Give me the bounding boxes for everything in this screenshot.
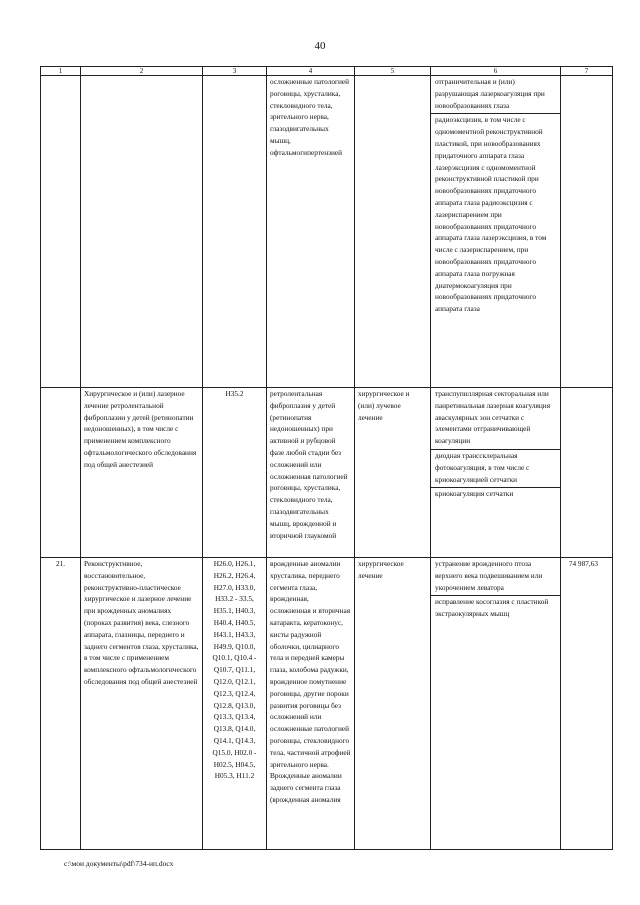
method-item: криокоагуляция сетчатки [431,487,560,502]
method-item: исправление косоглазия с пластикой экстраокулярных мышц [431,595,560,622]
method-item: транспупиллярная секторальная или панретинальная лазерная коагуляция аваскулярных зон сетчатки с элементами отграничивающей коагуляции [435,389,551,446]
row-number [41,388,81,558]
table-row [41,558,613,850]
table-row [41,76,613,388]
row-name: Хирургическое и (или) лазерное лечение ретролентальной фиброплазии у детей (ретинопатии недоношенных), в том числе с применением комплексного офтальмологического обследования под общей анестезией [81,388,203,558]
row-cost [561,76,613,388]
file-path-footer: c:\мои документы\pdf\734-нп.docx [64,859,174,868]
row-number: 21. [41,558,81,850]
header-cell-7: 7 [561,67,613,76]
table-row [41,388,613,558]
row-treatment [355,76,431,388]
row-codes: H35.2 [203,388,267,558]
page-number: 40 [314,40,326,52]
header-cell-6: 6 [431,67,561,76]
row-treatment: хирургическое и (или) лучевое лечение [355,388,431,558]
row-methods [431,558,561,850]
row-cost: 74 987,63 [561,558,613,850]
row-methods [431,388,561,558]
row-codes: H26.0, H26.1, H26.2, H26.4, H27.0, H33.0, H33.2 - 33.5, H35.1, H40.3, H40.4, H40.5, H43.1, H43.3, H49.9, Q10.0, Q10.1, Q10.4 - Q10.7, Q11.1, Q12.0, Q12.1, Q12.3, Q12.4, Q12.8, Q13.0, Q13.3, Q13.4, Q13.8, Q14.0, Q14.1, Q14.3, Q15.0, H02.0 - H02.5, H04.5, H05.3, H11.2 [203,558,267,850]
row-codes [203,76,267,388]
row-number [41,76,81,388]
method-item: отграничительная и (или) разрушающая лазеркоагуляция при новообразованиях глаза [435,77,545,110]
row-cost [561,388,613,558]
row-diagnosis: ретролентальная фиброплазия у детей (ретинопатия недоношенных) при активной и рубцовой фазе любой стадии без осложнений или осложненная патологией роговицы, хрусталика, стекловидного тела, глазодвигательных мышц, врожденной и вторичной глаукомой [267,388,355,558]
row-diagnosis: осложненные патологией роговицы, хрусталика, стекловидного тела, зрительного нерва, глазодвигательных мышц, офтальмогипертензией [267,76,355,388]
row-diagnosis: врожденные аномалии хрусталика, переднего сегмента глаза, врожденная, осложненная и вторичная катаракта, кератоконус, кисты радужной оболочки, цилиарного тела и передней камеры глаза, колобома радужки, врожденное помутнение роговицы, другие пороки развития роговицы без осложнений или осложненные патологией роговицы, стекловидного тела, частичной атрофией зрительного нерва. Врожденные аномалии заднего сегмента глаза (врожденная аномалия [267,558,355,850]
method-item: устранение врожденного птоза верхнего века подвешиванием или укорочением леватора [435,559,543,592]
row-methods [431,76,561,388]
method-item: радиоэксцизия, в том числе с одномоментной реконструктивной пластикой, при новообразованиях придаточного аппарата глаза лазерэксцизия с одномоментной реконструктивной пластикой при новообразованиях придаточного аппарата глаза радиоэксцизия с лазериспарением при новообразованиях придаточного аппарата глаза лазерэксцизия, в том числе с лазериспарением, при новообразованиях придаточного аппарата глаза погружная диатермокоагуляция при новообразованиях придаточного аппарата глаза [431,113,560,317]
header-cell-3: 3 [203,67,267,76]
header-cell-4: 4 [267,67,355,76]
header-row [41,67,613,76]
header-cell-5: 5 [355,67,431,76]
header-cell-2: 2 [81,67,203,76]
header-cell-1: 1 [41,67,81,76]
row-name [81,76,203,388]
method-item: диодная транссклеральная фотокоагуляция, в том числе с криокоагуляцией сетчатки [431,449,560,487]
procedures-table [40,66,613,850]
row-name: Реконструктивное, восстановительное, реконструктивно-пластическое хирургическое и лазерное лечение при врожденных аномалиях (пороках развития) века, слезного аппарата, глазницы, переднего и заднего сегментов глаза, хрусталика, в том числе с применением комплексного офтальмологического обследования под общей анестезией [81,558,203,850]
row-treatment: хирургическое лечение [355,558,431,850]
